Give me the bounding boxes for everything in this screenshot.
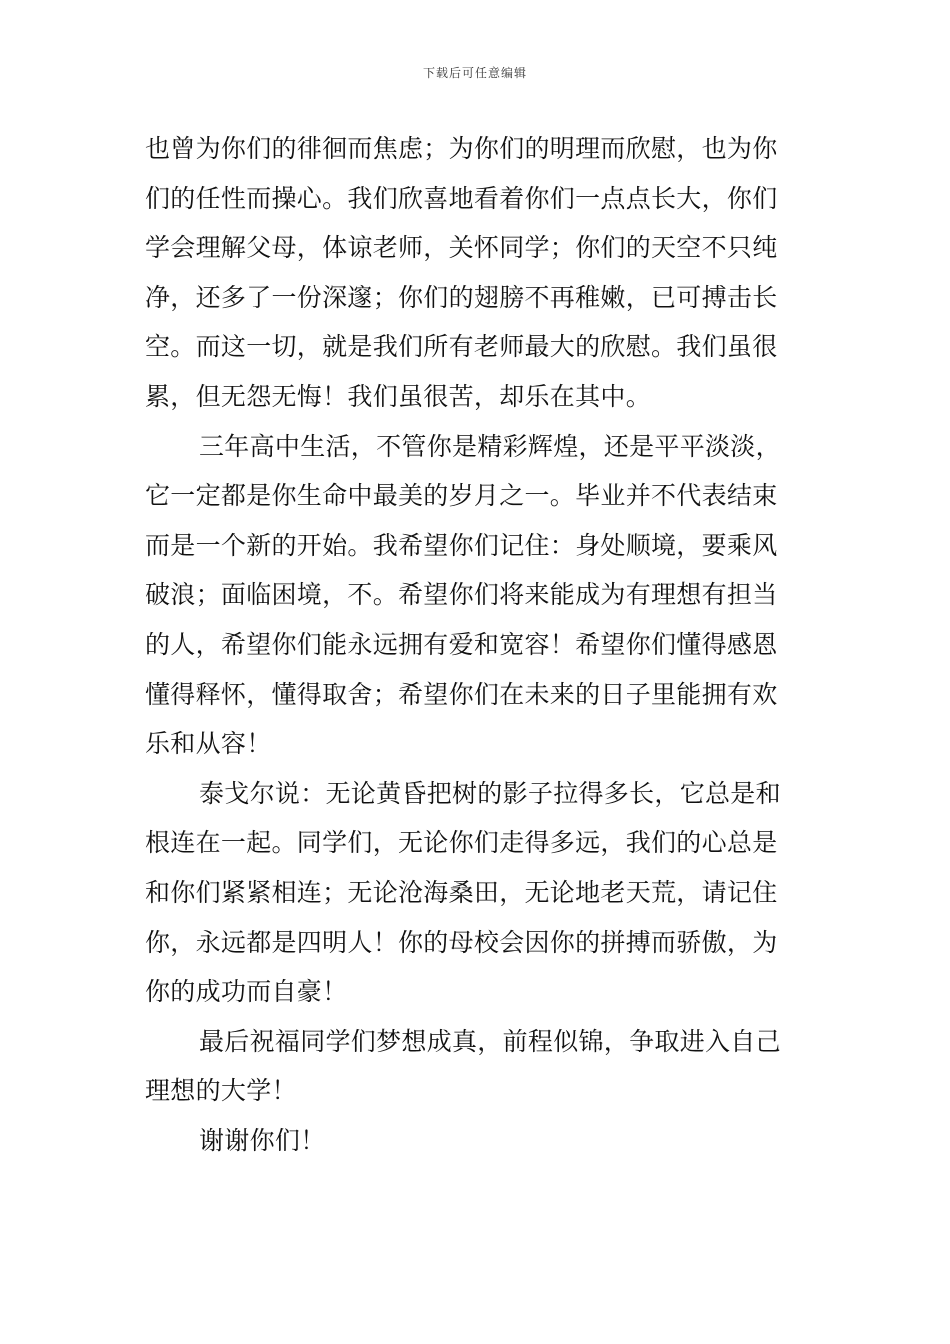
text-line: 你，永远都是四明人！你的母校会因你的拼搏而骄傲，为 (145, 927, 778, 957)
document-body (145, 124, 810, 1165)
text-line: 也曾为你们的徘徊而焦虑；为你们的明理而欣慰，也为你 (145, 134, 778, 163)
text-line: 它一定都是你生命中最美的岁月之一。毕业并不代表结束 (145, 481, 778, 511)
text-line: 你的成功而自豪！ (145, 977, 348, 1007)
text-line: 们的任性而操心。我们欣喜地看着你们一点点长大，你们 (145, 183, 778, 213)
text-line: 破浪；面临困境，不。希望你们将来能成为有理想有担当 (145, 580, 778, 610)
text-line: 而是一个新的开始。我希望你们记住：身处顺境，要乘风 (145, 530, 778, 560)
text-line: 最后祝福同学们梦想成真，前程似锦，争取进入自己 (199, 1026, 781, 1056)
text-line: 谢谢你们！ (199, 1125, 326, 1155)
page-header: 下载后可任意编辑 (422, 66, 527, 80)
text-line: 懂得释怀，懂得取舍；希望你们在未来的日子里能拥有欢 (145, 679, 778, 709)
text-line: 净，还多了一份深邃；你们的翅膀不再稚嫩，已可搏击长 (145, 282, 778, 312)
text-line: 根连在一起。同学们，无论你们走得多远，我们的心总是 (145, 828, 778, 858)
text-line: 理想的大学！ (145, 1076, 297, 1106)
text-line: 三年高中生活，不管你是精彩辉煌，还是平平淡淡， (199, 431, 781, 461)
text-line: 的人，希望你们能永远拥有爱和宽容！希望你们懂得感恩 (145, 629, 778, 659)
text-line: 累，但无怨无悔！我们虽很苦，却乐在其中。 (145, 381, 652, 411)
text-line: 空。而这一切，就是我们所有老师最大的欣慰。我们虽很 (145, 332, 778, 362)
text-line: 学会理解父母，体谅老师，关怀同学；你们的天空不只纯 (145, 233, 778, 263)
text-line: 泰戈尔说：无论黄昏把树的影子拉得多长，它总是和 (199, 778, 781, 808)
text-line: 和你们紧紧相连；无论沧海桑田，无论地老天荒，请记住 (145, 877, 778, 907)
text-line: 乐和从容！ (145, 729, 272, 759)
